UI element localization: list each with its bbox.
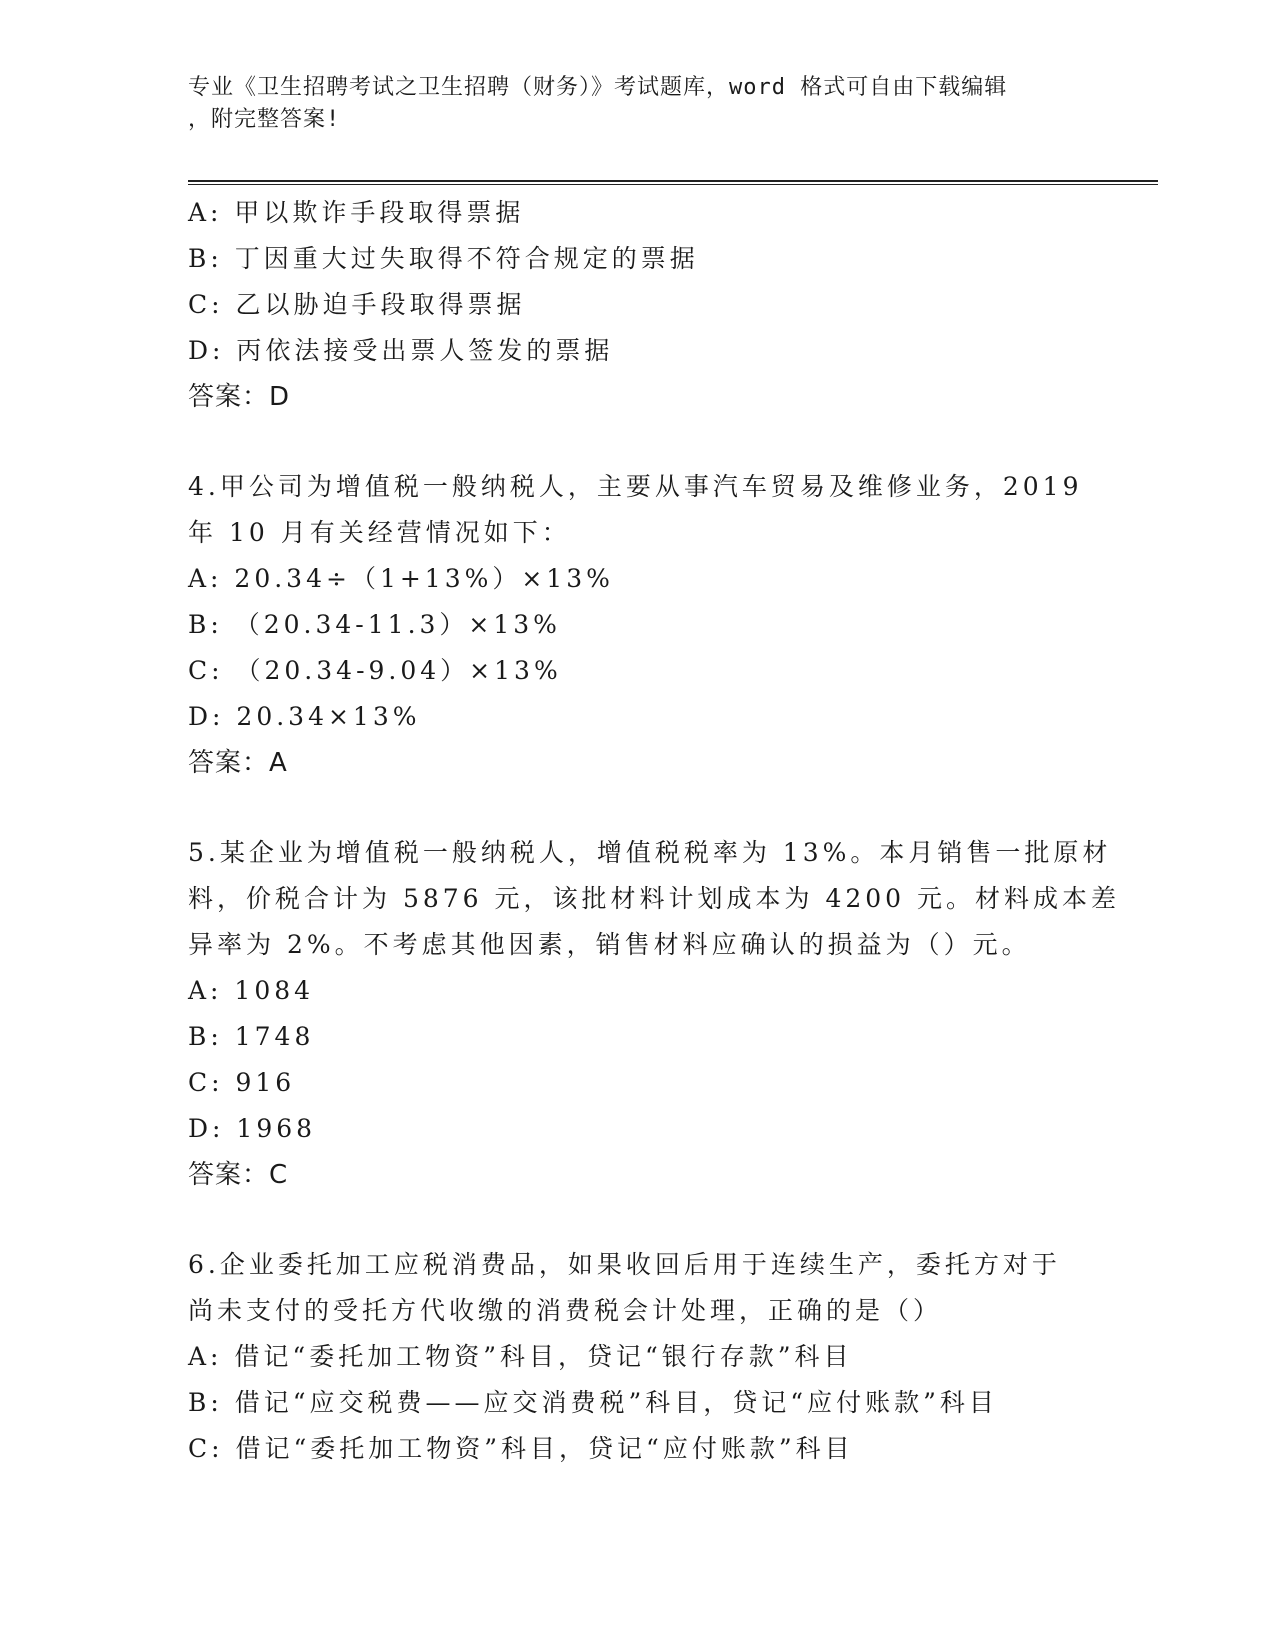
q3-option-a: A: 甲以欺诈手段取得票据 <box>188 198 525 227</box>
q5-stem-line-3: 异率为 2%。不考虑其他因素，销售材料应确认的损益为（）元。 <box>188 930 1031 959</box>
header-divider-thick <box>188 180 1158 182</box>
document-header <box>188 72 1108 136</box>
spacer <box>188 1198 1088 1242</box>
q3-option-b: B: 丁因重大过失取得不符合规定的票据 <box>188 244 699 273</box>
header-divider-thin <box>188 184 1158 185</box>
q4-answer: 答案：A <box>188 748 288 778</box>
q5-option-a: A: 1084 <box>188 976 315 1005</box>
q5-stem <box>188 830 1121 968</box>
spacer <box>188 786 1088 830</box>
q5-stem-line-2: 料，价税合计为 5876 元，该批材料计划成本为 4200 元。材料成本差 <box>188 884 1121 913</box>
header-line-2: ，附完整答案! <box>188 107 341 132</box>
header-line-1: 专业《卫生招聘考试之卫生招聘（财务）》考试题库，word 格式可自由下载编辑 <box>188 75 1008 100</box>
question-list <box>188 190 1121 1472</box>
q4-option-a: A: 20.34÷（1+13%）×13% <box>188 564 614 593</box>
q6-stem-line-1: 6.企业委托加工应税消费品，如果收回后用于连续生产，委托方对于 <box>188 1250 1061 1279</box>
q6-option-c: C: 借记“委托加工物资”科目，贷记“应付账款”科目 <box>188 1434 854 1463</box>
q3-option-c: C: 乙以胁迫手段取得票据 <box>188 290 526 319</box>
q5-option-d: D: 1968 <box>188 1114 317 1143</box>
question-5 <box>188 830 1121 1198</box>
q3-answer: 答案：D <box>188 382 291 412</box>
q6-stem <box>188 1242 1088 1334</box>
q5-stem-line-1: 5.某企业为增值税一般纳税人，增值税税率为 13%。本月销售一批原材 <box>188 838 1112 867</box>
q6-option-b: B: 借记“应交税费——应交消费税”科目，贷记“应付账款”科目 <box>188 1388 998 1417</box>
q4-stem-line-2: 年 10 月有关经营情况如下： <box>188 518 571 547</box>
q6-stem-line-2: 尚未支付的受托方代收缴的消费税会计处理，正确的是（） <box>188 1296 943 1325</box>
spacer <box>188 420 1088 464</box>
q4-stem-line-1: 4.甲公司为增值税一般纳税人，主要从事汽车贸易及维修业务，2019 <box>188 472 1083 501</box>
q5-option-c: C: 916 <box>188 1068 296 1097</box>
q5-answer: 答案：C <box>188 1160 289 1190</box>
q6-option-a: A: 借记“委托加工物资”科目，贷记“银行存款”科目 <box>188 1342 853 1371</box>
question-4 <box>188 464 1088 786</box>
question-6 <box>188 1242 1088 1472</box>
q4-option-c: C: （20.34-9.04）×13% <box>188 656 562 685</box>
q4-stem <box>188 464 1088 556</box>
q4-option-b: B: （20.34-11.3）×13% <box>188 610 561 639</box>
question-3 <box>188 190 1088 420</box>
q4-option-d: D: 20.34×13% <box>188 702 421 731</box>
q3-option-d: D: 丙依法接受出票人签发的票据 <box>188 336 614 365</box>
q5-option-b: B: 1748 <box>188 1022 315 1051</box>
